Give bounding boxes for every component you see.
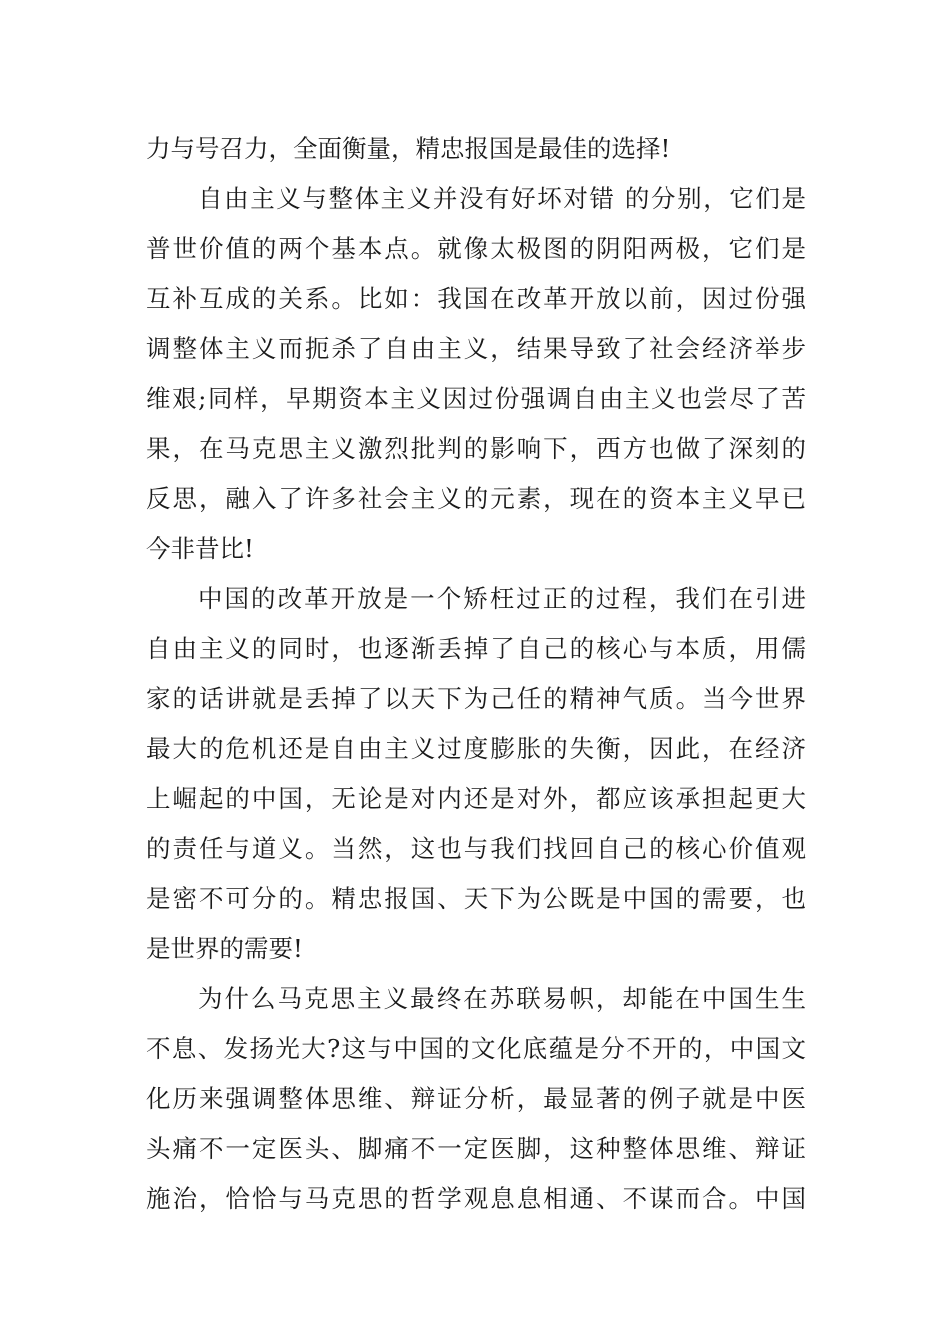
text-line: 自由主义的同时，也逐渐丢掉了自己的核心与本质，用儒 bbox=[146, 634, 806, 663]
text-line: 反思，融入了许多社会主义的元素，现在的资本主义早已 bbox=[146, 484, 806, 513]
document-page bbox=[146, 124, 806, 1224]
text-line: 是密不可分的。精忠报国、天下为公既是中国的需要，也 bbox=[146, 884, 806, 913]
text-line: 的责任与道义。当然，这也与我们找回自己的核心价值观 bbox=[146, 834, 806, 863]
text-line: 力与号召力，全面衡量，精忠报国是最佳的选择! bbox=[146, 134, 671, 163]
text-line: 不息、发扬光大?这与中国的文化底蕴是分不开的，中国文 bbox=[146, 1034, 806, 1063]
text-line: 维艰;同样，早期资本主义因过份强调自由主义也尝尽了苦 bbox=[146, 384, 806, 413]
text-line: 互补互成的关系。比如：我国在改革开放以前，因过份强 bbox=[146, 284, 806, 313]
paragraph-first-line: 为什么马克思主义最终在苏联易帜，却能在中国生生 bbox=[198, 984, 806, 1013]
text-line: 家的话讲就是丢掉了以天下为己任的精神气质。当今世界 bbox=[146, 684, 806, 713]
text-line: 果，在马克思主义激烈批判的影响下，西方也做了深刻的 bbox=[146, 434, 806, 463]
text-line: 施治，恰恰与马克思的哲学观息息相通、不谋而合。中国 bbox=[146, 1184, 806, 1213]
text-line: 化历来强调整体思维、辩证分析，最显著的例子就是中医 bbox=[146, 1084, 806, 1113]
paragraph-first-line: 自由主义与整体主义并没有好坏对错 的分别，它们是 bbox=[198, 184, 806, 213]
paragraph-first-line: 中国的改革开放是一个矫枉过正的过程，我们在引进 bbox=[198, 584, 806, 613]
text-line: 上崛起的中国，无论是对内还是对外，都应该承担起更大 bbox=[146, 784, 806, 813]
text-line: 最大的危机还是自由主义过度膨胀的失衡，因此，在经济 bbox=[146, 734, 806, 763]
text-line: 是世界的需要! bbox=[146, 934, 303, 963]
text-line: 普世价值的两个基本点。就像太极图的阴阳两极，它们是 bbox=[146, 234, 806, 263]
text-line: 调整体主义而扼杀了自由主义，结果导致了社会经济举步 bbox=[146, 334, 806, 363]
text-line: 今非昔比! bbox=[146, 534, 254, 563]
text-line: 头痛不一定医头、脚痛不一定医脚，这种整体思维、辩证 bbox=[146, 1134, 806, 1163]
